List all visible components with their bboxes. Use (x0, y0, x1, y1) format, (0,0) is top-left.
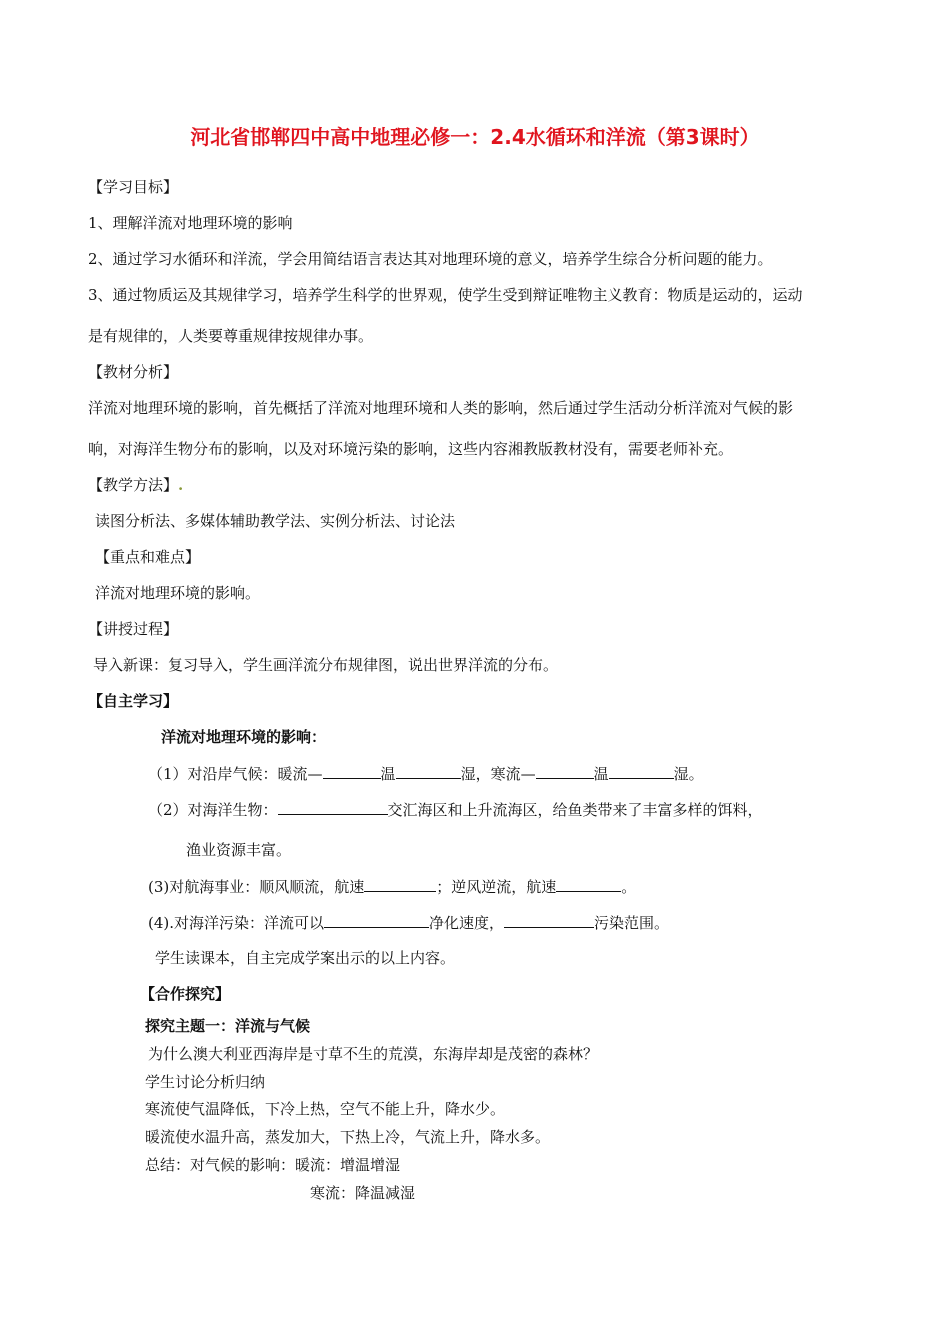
key-points-heading: 【重点和难点】 (95, 548, 201, 566)
q1-text: 温 (593, 765, 609, 783)
process-heading: 【讲授过程】 (88, 620, 179, 638)
fill-blank[interactable] (504, 912, 594, 928)
objective-item: 3、通过物质运及其规律学习，培养学生科学的世界观，使学生受到辩证唯物主义教育：物质是运动的，运动 (88, 286, 803, 304)
q3-text: ；逆风逆流，航速 (436, 878, 557, 896)
method-heading (88, 475, 183, 495)
analysis-heading: 【教材分析】 (88, 363, 179, 381)
q3-text: 。 (621, 878, 637, 896)
question-3 (148, 876, 636, 897)
summary-cold: 寒流：降温减湿 (310, 1184, 416, 1202)
q2-text: 交汇海区和上升流海区，给鱼类带来了丰富多样的饵料， (387, 801, 763, 819)
key-points-text: 洋流对地理环境的影响。 (95, 584, 261, 602)
cooperation-heading: 【合作探究】 (140, 985, 231, 1003)
fill-blank[interactable] (364, 876, 436, 892)
analysis-line: 响，对海洋生物分布的影响，以及对环境污染的影响，这些内容湘教版教材没有，需要老师补充。 (88, 440, 734, 458)
fill-blank[interactable] (278, 799, 388, 815)
fill-blank[interactable] (324, 912, 429, 928)
cooperation-line: 寒流使气温降低，下冷上热，空气不能上升，降水少。 (145, 1100, 506, 1118)
q4-text: 净化速度， (429, 914, 505, 932)
objective-item: 是有规律的，人类要尊重规律按规律办事。 (88, 327, 374, 345)
summary-warm: 暖流：增温增湿 (295, 1156, 401, 1174)
q1-text: （1）对沿岸气候：暖流— (148, 765, 323, 783)
q1-text: 温 (380, 765, 396, 783)
summary-label: 总结：对气候的影响： (145, 1156, 296, 1174)
method-text: 读图分析法、多媒体辅助教学法、实例分析法、讨论法 (95, 512, 456, 530)
question-1 (148, 763, 704, 784)
fill-blank[interactable] (396, 763, 461, 779)
method-heading-text: 【教学方法】 (88, 476, 179, 494)
question-2-cont: 渔业资源丰富。 (186, 841, 292, 859)
self-study-note: 学生读课本，自主完成学案出示的以上内容。 (155, 949, 456, 967)
q3-text: (3)对航海事业：顺风顺流，航速 (148, 878, 365, 896)
fill-blank[interactable] (323, 763, 381, 779)
analysis-line: 洋流对地理环境的影响，首先概括了洋流对地理环境和人类的影响，然后通过学生活动分析洋流对气候的影 (88, 399, 794, 417)
self-study-subheading: 洋流对地理环境的影响： (161, 728, 327, 746)
fill-blank[interactable] (536, 763, 594, 779)
cooperation-topic: 探究主题一：洋流与气候 (145, 1017, 311, 1035)
objective-item: 2、通过学习水循环和洋流，学会用简结语言表达其对地理环境的意义，培养学生综合分析问题的能力。 (88, 250, 773, 268)
summary-line (145, 1155, 400, 1175)
cooperation-line: 学生讨论分析归纳 (145, 1073, 266, 1091)
fill-blank[interactable] (556, 876, 621, 892)
q2-text: （2）对海洋生物： (148, 801, 278, 819)
cooperation-line: 暖流使水温升高，蒸发加大，下热上冷，气流上升，降水多。 (145, 1128, 551, 1146)
objective-item: 1、理解洋流对地理环境的影响 (88, 214, 293, 232)
page-title: 河北省邯郸四中高中地理必修一：2.4水循环和洋流（第3课时） (190, 125, 760, 149)
question-4 (148, 912, 669, 933)
process-text: 导入新课：复习导入，学生画洋流分布规律图，说出世界洋流的分布。 (93, 656, 559, 674)
question-2 (148, 799, 763, 820)
q4-text: (4).对海洋污染：洋流可以 (148, 914, 325, 932)
q1-text: 湿。 (673, 765, 704, 783)
objectives-heading: 【学习目标】 (88, 178, 179, 196)
stray-dot: . (178, 476, 184, 494)
fill-blank[interactable] (609, 763, 674, 779)
self-study-heading: 【自主学习】 (88, 692, 179, 710)
q1-text: 湿，寒流— (460, 765, 536, 783)
cooperation-question: 为什么澳大利亚西海岸是寸草不生的荒漠，东海岸却是茂密的森林？ (148, 1045, 599, 1063)
q4-text: 污染范围。 (594, 914, 670, 932)
